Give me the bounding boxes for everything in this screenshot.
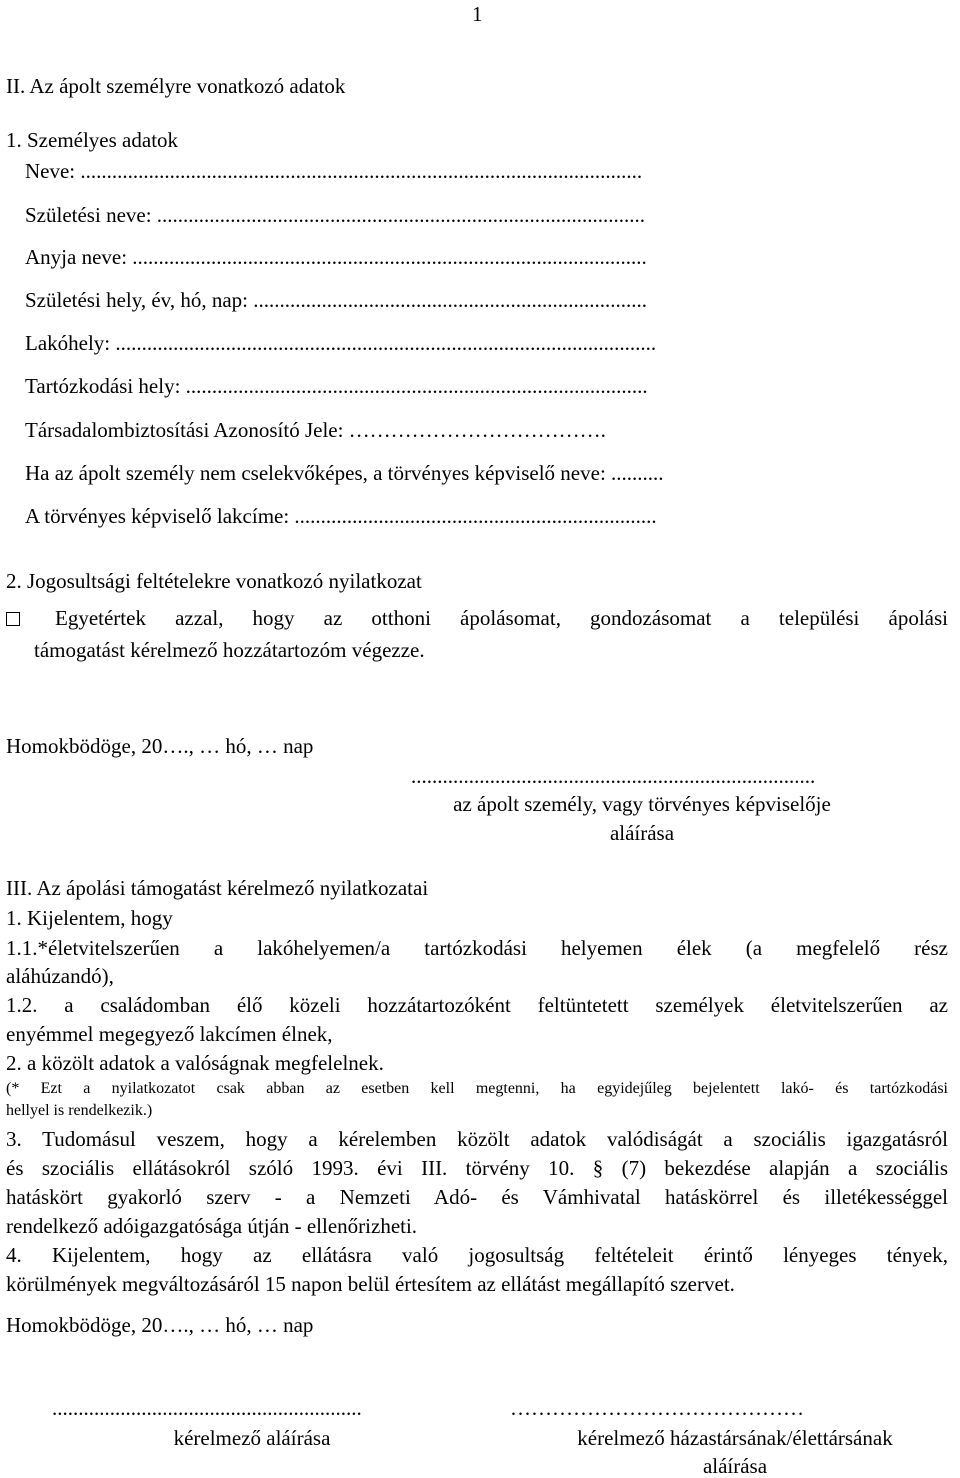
consent-checkbox[interactable] [6, 612, 20, 626]
field-birth-name: Születési neve: ............................................................................................. [25, 203, 646, 227]
page-number: 1 [472, 2, 483, 26]
field-birth-place-date: Születési hely, év, hó, nap: ........................................................................... [25, 288, 647, 312]
field-residence: Lakóhely: ....................................................................................................... [25, 331, 657, 355]
signature-label: kérelmező aláírása [173, 1426, 331, 1450]
footnote: (* Ezt a nyilatkozatot csak abban az esetben kell megtenni, ha egyidejűleg bejelentett lakó- és tartózkodási [6, 1080, 948, 1097]
statement-item-cont: aláhúzandó), [6, 964, 114, 988]
declaration-text: Egyetértek azzal, hogy az otthoni ápolásomat, gondozásomat a települési ápolási [55, 606, 948, 630]
signature-line: ........................................................... [52, 1396, 362, 1420]
signature-label: kérelmező házastársának/élettársának [577, 1426, 893, 1450]
signature-label: az ápolt személy, vagy törvényes képviselője [453, 792, 831, 816]
section-title: III. Az ápolási támogatást kérelmező nyilatkozatai [6, 876, 429, 900]
field-taj: Társadalombiztosítási Azonosító Jele: ………………………………. [25, 418, 606, 442]
statement-item-cont: és szociális ellátásokról szóló 1993. évi III. törvény 10. § (7) bekezdése alapján a szociális [6, 1156, 948, 1180]
signature-label-cont: aláírása [609, 821, 675, 845]
field-mother-name: Anyja neve: .................................................................................................. [25, 245, 647, 269]
date-line: Homokbödöge, 20…., … hó, … nap [6, 734, 314, 758]
date-line: Homokbödöge, 20…., … hó, … nap [6, 1313, 314, 1337]
signature-line: ............................................................................. [411, 764, 816, 788]
statement-item: 1.1.*életvitelszerűen a lakóhelyemen/a tartózkodási helyemen élek (a megfelelő rész [6, 936, 948, 960]
signature-label-cont: aláírása [702, 1454, 768, 1478]
statement-item-cont: enyémmel megegyező lakcímen élnek, [6, 1022, 333, 1046]
field-legal-rep-name: Ha az ápolt személy nem cselekvőképes, a törvényes képviselő neve: .......... [25, 461, 664, 485]
footnote-cont: hellyel is rendelkezik.) [6, 1102, 153, 1119]
subsection-title: 1. Személyes adatok [6, 128, 179, 152]
statement-item-cont: körülmények megváltozásáról 15 napon belül értesítem az ellátást megállapító szervet. [6, 1272, 735, 1296]
subsection-title: 2. Jogosultsági feltételekre vonatkozó nyilatkozat [6, 569, 422, 593]
statement-item-cont: hatáskört gyakorló szerv - a Nemzeti Adó- és Vámhivatal hatáskörrel és illetékességgel [6, 1185, 948, 1209]
signature-line: …………………………………… [510, 1396, 804, 1420]
statement-item: 2. a közölt adatok a valóságnak megfelelnek. [6, 1051, 384, 1075]
section-title: II. Az ápolt személyre vonatkozó adatok [6, 74, 346, 98]
declaration-text-cont: támogatást kérelmező hozzátartozóm végezze. [34, 638, 425, 662]
field-stay-address: Tartózkodási hely: ........................................................................................ [25, 374, 648, 398]
statement-item: 1.2. a családomban élő közeli hozzátartozóként feltüntetett személyek életvitelszerűen az [6, 993, 948, 1017]
statement-item: 3. Tudomásul veszem, hogy a kérelemben közölt adatok valódiságát a szociális igazgatásról [6, 1127, 948, 1151]
statement-item: 1. Kijelentem, hogy [6, 906, 173, 930]
statement-item: 4. Kijelentem, hogy az ellátásra való jogosultság feltételeit érintő lényeges tények, [6, 1243, 948, 1267]
field-legal-rep-address: A törvényes képviselő lakcíme: ..................................................................... [25, 504, 657, 528]
statement-item-cont: rendelkező adóigazgatósága útján - ellenőrizheti. [6, 1214, 418, 1238]
field-name: Neve: ........................................................................................................... [25, 159, 643, 183]
